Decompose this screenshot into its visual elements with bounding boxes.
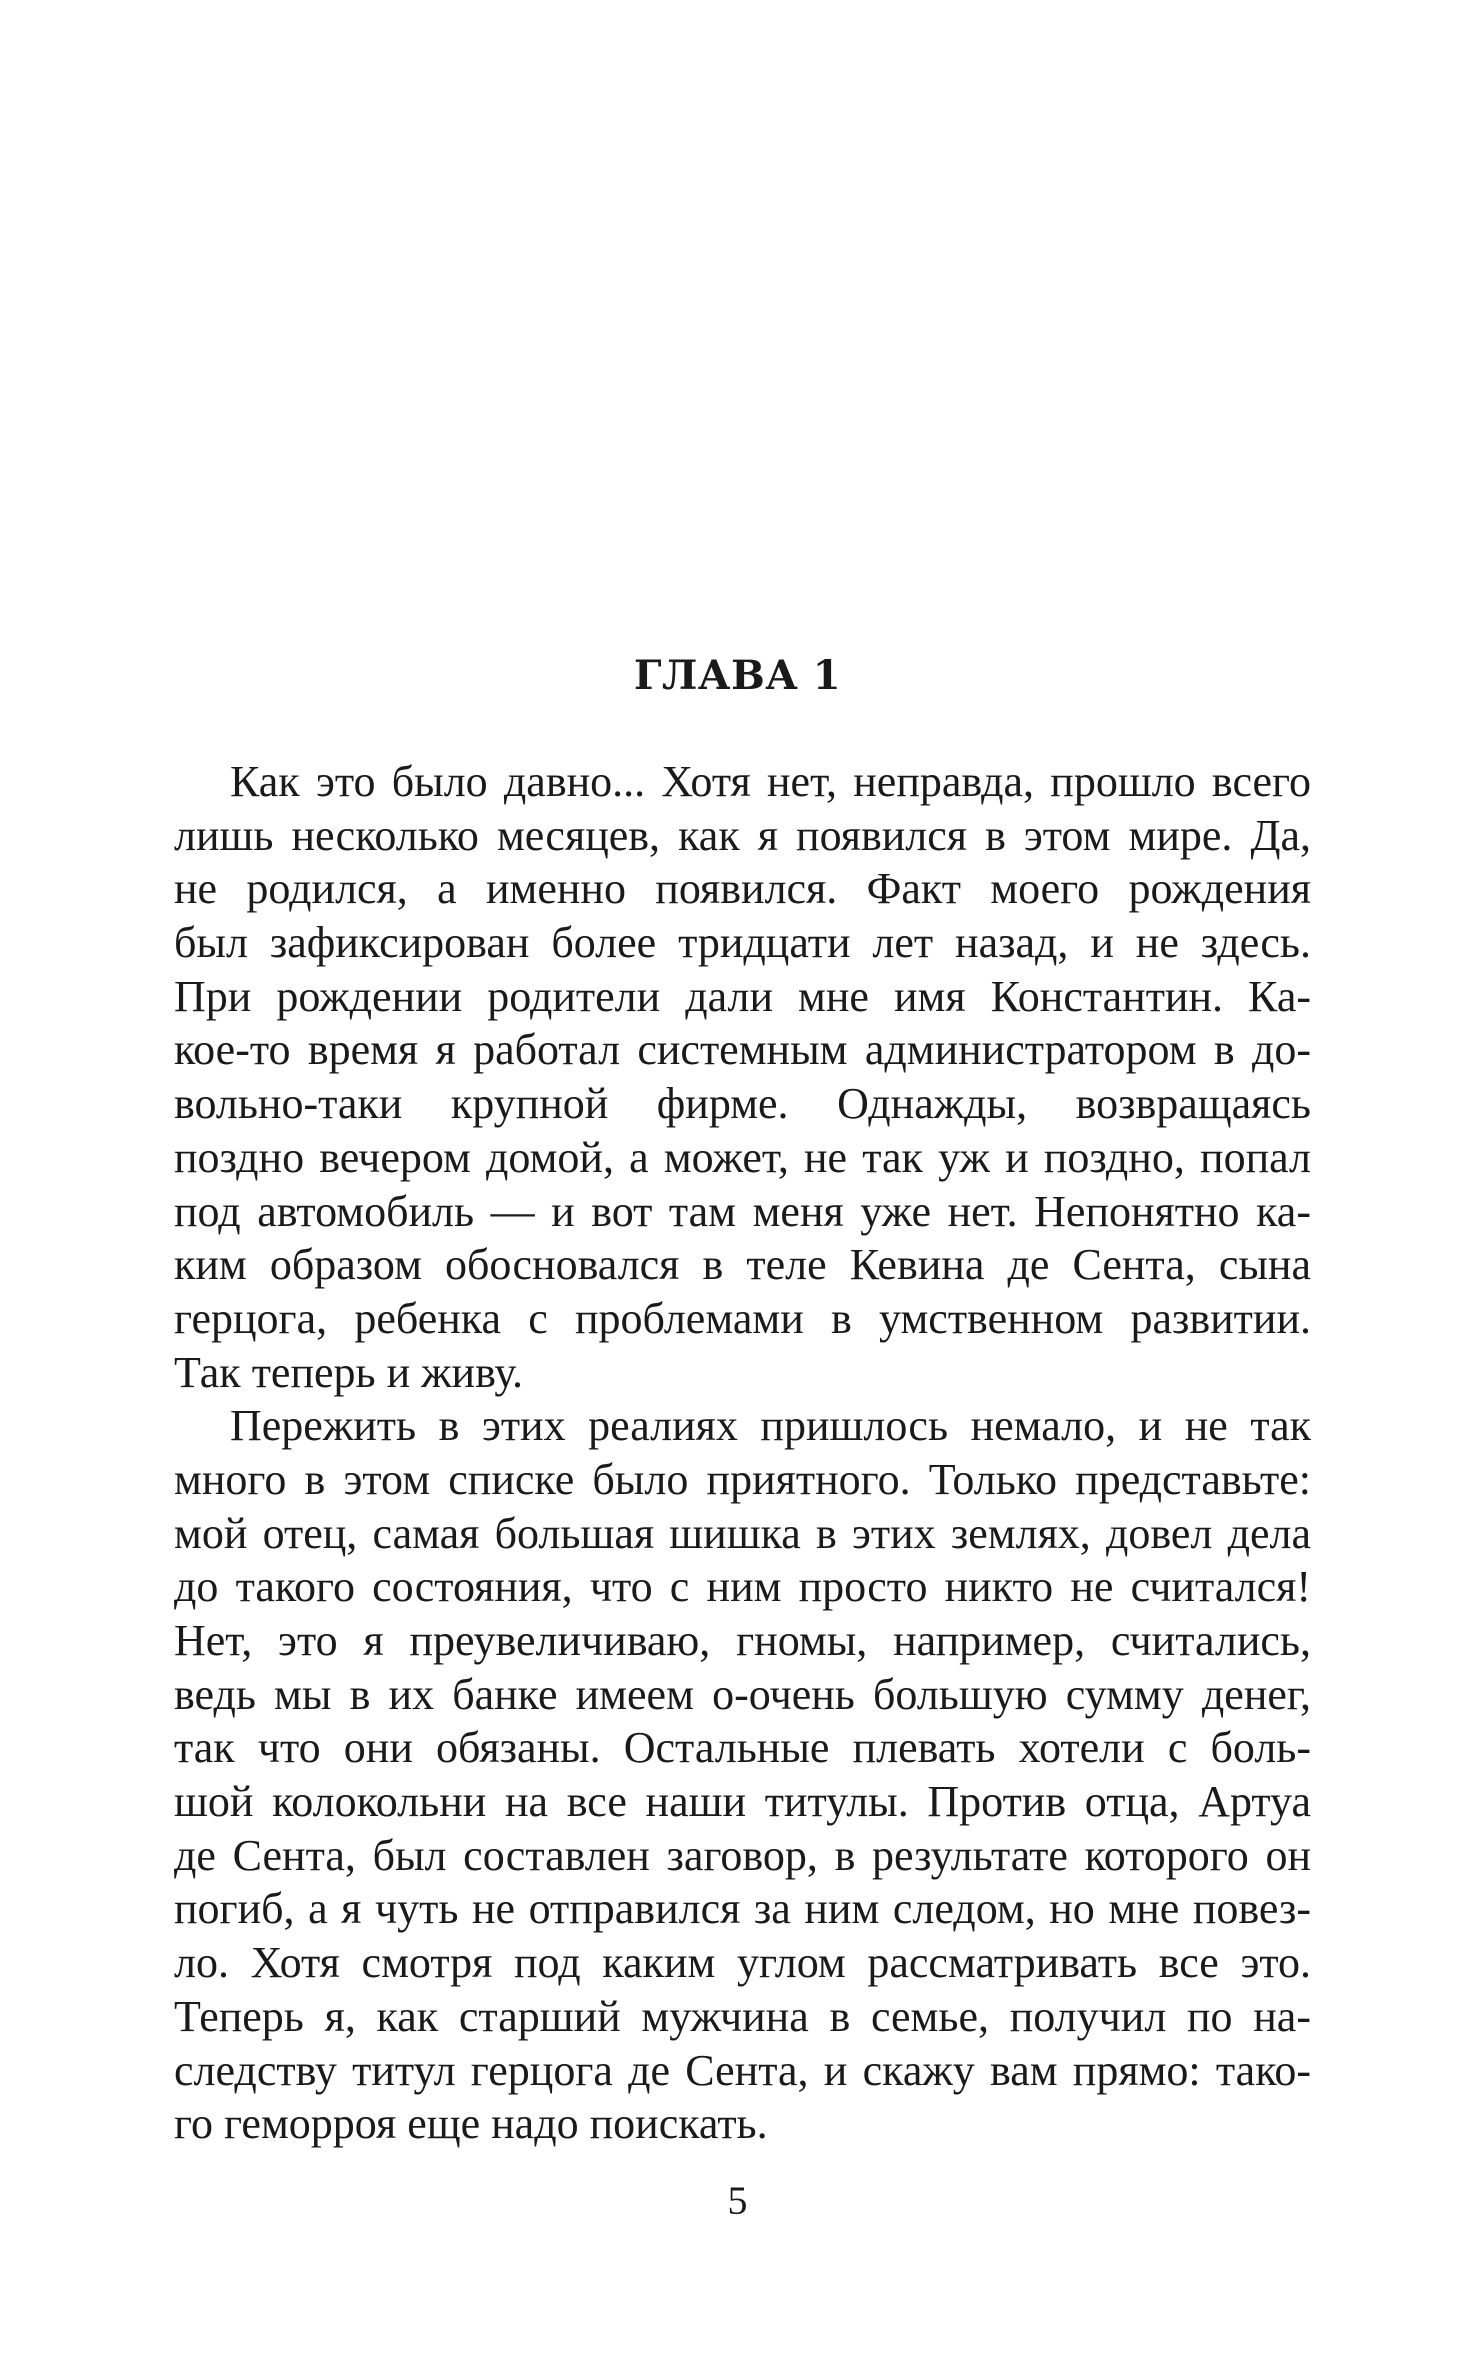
text-line: поздно вечером домой, а может, не так уж и поздно, попал [174, 1132, 1311, 1182]
text-line: шой колокольни на все наши титулы. Против отца, Артуа [174, 1777, 1311, 1827]
text-line: При рождении родители дали мне имя Константин. Ка- [174, 971, 1311, 1021]
text-line: следству титул герцога де Сента, и скажу вам прямо: тако- [174, 2045, 1311, 2095]
text-line: Теперь я, как старший мужчина в семье, получил по на- [174, 1991, 1311, 2041]
text-line: Пережить в этих реалиях пришлось немало, и не так [230, 1401, 1311, 1451]
text-line: ло. Хотя смотря под каким углом рассматривать все это. [174, 1938, 1311, 1988]
paragraph-2 [174, 1399, 1311, 2151]
text-line: не родился, а именно появился. Факт моего рождения [174, 864, 1311, 914]
text-line: Как это было давно... Хотя нет, неправда, прошло всего [230, 757, 1311, 806]
text-line: много в этом списке было приятного. Только представьте: [174, 1454, 1311, 1504]
text-line: до такого состояния, что с ним просто никто не считался! [174, 1562, 1311, 1612]
text-line: ведь мы в их банке имеем о-очень большую сумму денег, [174, 1669, 1311, 1719]
text-line: был зафиксирован более тридцати лет назад, и не здесь. [174, 918, 1311, 968]
text-line: вольно-таки крупной фирме. Однажды, возвращаясь [174, 1079, 1311, 1129]
text-line: Так теперь и живу. [174, 1347, 523, 1397]
text-line: так что они обязаны. Остальные плевать хотели с боль- [174, 1723, 1311, 1773]
text-line: лишь несколько месяцев, как я появился в этом мире. Да, [174, 810, 1311, 860]
text-line: Нет, это я преувеличиваю, гномы, например, считались, [174, 1616, 1311, 1665]
text-line: герцога, ребенка с проблемами в умственном развитии. [174, 1293, 1311, 1343]
paragraph-1 [174, 755, 1311, 1399]
chapter-body [174, 755, 1311, 2151]
chapter-title: ГЛАВА 1 [633, 652, 842, 699]
text-line: ким образом обосновался в теле Кевина де Сента, сына [174, 1240, 1311, 1290]
text-line: погиб, а я чуть не отправился за ним следом, но мне повез- [174, 1884, 1311, 1934]
text-line: де Сента, был составлен заговор, в результате которого он [174, 1830, 1311, 1880]
text-line: мой отец, самая большая шишка в этих землях, довел дела [174, 1508, 1311, 1558]
text-line: кое-то время я работал системным администратором в до- [174, 1025, 1311, 1075]
text-line: го геморроя еще надо поискать. [174, 2099, 768, 2149]
text-line: под автомобиль — и вот там меня уже нет. Непонятно ка- [174, 1186, 1311, 1236]
page-number: 5 [727, 2178, 748, 2223]
